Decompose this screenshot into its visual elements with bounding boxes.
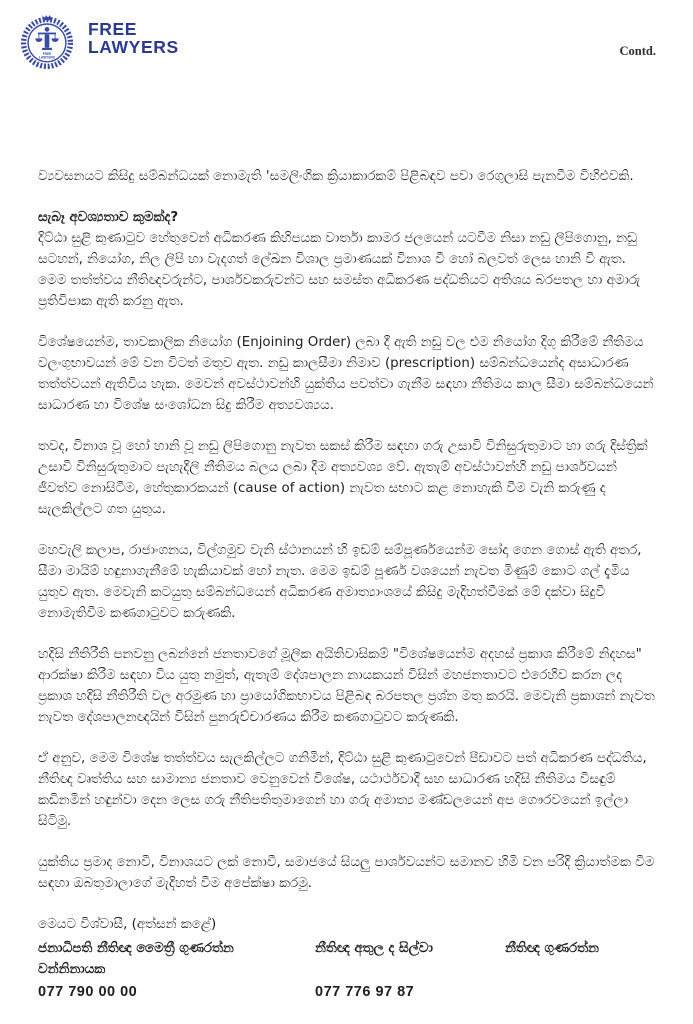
letterhead bbox=[20, 13, 179, 71]
signatory-2-name: නීතිඥ අතුල ද සිල්වා bbox=[315, 941, 433, 956]
signatory-2-phone: 077 776 97 87 bbox=[315, 984, 415, 1000]
signatory-3-name: නීතිඥ ගුණරත්න bbox=[505, 941, 599, 956]
continued-label: Contd. bbox=[619, 44, 656, 58]
paragraph-case-files: තවද, විනාශ වූ හෝ හානි වූ නඩු ලිපිගොනු නැවත සකස් කිරීම සඳහා ගරු උසාවි විනිසුරුතුමාට හා ගරු දිස්ත්‍රික් උසාවි විනිසුරුතුමාට පැහැදිලි නීතිමය බලය ලබා දීම අත්‍යවශ්‍ය වේ. ඇතැම් අවස්ථාවන්හි නඩු පාර්ශවයන් ජීවත්ව නොසිටීම, හේතුකාරකයන් (cause of action) නැවත සභාට කළ නොහැකි වීම වැනි කරුණු ද සැලකිල්ලට ගත යුතුය. bbox=[38, 439, 648, 517]
paragraph-land-survey: මහවැලි කලාප, රාජාංගනය, විල්ගමුව වැනි ස්ථානයන් හි ඉඩම් සම්පූර්ණයෙන්ම සෝදා ගෙන ගොස් ඇති අතර, සීමා මායිම් හඳුනාගැනීමේ හැකියාවක් හෝ නැත. මෙම ඉඩම් පූර්ණ වශයෙන් නැවත මිණුම් කොට ගල් දැමිය යුතුව ඇත. මෙවැනි කටයුතු සම්බන්ධයෙන් අධිකරණ අමාත්‍යාංශයේ කිසිදු මැදිහත්වීමක් මේ දක්වා සිදුවී නොමැතිවීම කණගාටුවට කරුණකි. bbox=[38, 543, 642, 621]
brand-line-free: FREE bbox=[88, 19, 138, 39]
paragraph-justice-appeal: යුක්තිය ප්‍රමාද නොවී, විනාශයට ලක් නොවී, සමාජයේ සියලු පාර්ශවයන්ට සමානව හිමි වන පරිදි ක්‍රියාත්මක වීම සඳහා ඔබතුමාලාගේ මැදිහත් වීම අපේක්ෂා කරමු. bbox=[38, 855, 655, 891]
paragraph-flood-damage: දිට්ඨා සුළි කුණාටුව හේතුවෙන් අධිකරණ කිහිපයක වාර්තා කාමර ජලයෙන් යටවීම නිසා නඩු ලිපිගොනු, නඩු සටහන්, නියෝග, නිල ලිපි හා වැදගත් ලේඛන විශාල ප්‍රමාණයක් විනාශ වී හෝ බලවත් ලෙස හානි වී ඇත. මෙම තත්ත්වය නීතිඥවරුන්ට, පාර්ශවකරුවන්ට සහ සමස්ත අධිකරණ පද්ධතියට අතිශය බරපතල හා අමාරු ප්‍රතිවිපාක ඇති කරනු ඇත. bbox=[38, 231, 641, 309]
signatory-1-phone: 077 790 00 00 bbox=[38, 984, 138, 1000]
brand-wordmark bbox=[88, 21, 179, 57]
letter-body bbox=[38, 166, 657, 935]
paragraph-enjoining-order: විශේෂයෙන්ම, තාවකාලික නියෝග (Enjoining Order) ලබා දී ඇති නඩු වල එම නියෝග දිගු කිරීමේ නීතිමය වලංගුභාවයන් මේ වන විටත් මතුව ඇත. නඩු කාලසීමා නිමාව (prescription) සම්බන්ධයෙන්ද අසාධාරණ තත්ත්වයන් ඇතිවිය හැක. මෙවන් අවස්ථාවන්හි යුක්තිය පවත්වා ගැනීම සඳහා නීතිමය කාල සීමා සම්බන්ධයෙන් සාධාරණ හා විශේෂ සංශෝධන සිදු කිරීම අත්‍යවශ්‍යය. bbox=[38, 335, 654, 413]
paragraph-intro: ව්‍යවසනයට කිසිදු සම්බන්ධයක් නොමැති 'සමලිංගික ක්‍රියාකාරකම් පිළිබඳව පවා රෙගුලාසි පැනවීම විහිළුවකි. bbox=[38, 169, 634, 184]
paragraph-request: ඒ අනුව, මෙම විශේෂ තත්ත්වය සැලකිල්ලට ගනිමින්, දිට්ඨා සුළි කුණාටුවෙන් පීඩාවට පත් අධිකරණ පද්ධතිය, නීතිඥ වෘත්තිය සහ සාමාන්‍ය ජනතාව වෙනුවෙන් විශේෂ, යථාර්ථවාදී සහ සාධාරණ හදිසි නීතිමය විසඳුම් කඩිනමින් හඳුන්වා දෙන ලෙස ගරු නීතිපතිතුමාගෙන් හා ගරු අමාත්‍ය මණ්ඩලයෙන් අප ගෞරවයෙන් ඉල්ලා සිටිමු. bbox=[38, 751, 647, 829]
signoff-line: මෙයට විශ්වාසී, (අත්සන් කළේ) bbox=[38, 917, 217, 932]
signatory-1-name-line2: වන්නිනායක bbox=[38, 962, 106, 977]
section-heading: සැබෑ අවශ්‍යතාව කුමක්ද? bbox=[38, 210, 179, 225]
signature-block bbox=[38, 938, 673, 1003]
brand-line-lawyers: LAWYERS bbox=[88, 36, 179, 57]
signatory-1-name bbox=[38, 938, 315, 980]
paragraph-emergency-regulations: හදිසි නීතිරීති පනවනු ලබන්නේ ජනතාවගේ මූලික අයිතිවාසිකම් "විශේෂයෙන්ම අදහස් ප්‍රකාශ කිරීමේ නිදහස" ආරක්ෂා කිරීම සඳහා විය යුතු නමුත්, ඇතැම් දේශපාලන නායකයන් විසින් මහජනතාවට එරෙහිව කරන ලද ප්‍රකාශ හදිසි නීතිරීති වල අරමුණ හා ප්‍රායෝගිකභාවය පිළිබඳ බරපතල ප්‍රශ්න මතු කරයි. මෙවැනි ප්‍රකාශන් නැවත නැවත දේශපාලනඥයින් විසින් පුනරුච්චාරණය කිරීම කණගාටුවට කරුණකි. bbox=[38, 647, 655, 725]
svg-text:FREE: FREE bbox=[42, 52, 52, 57]
signatory-3-phone-empty bbox=[505, 982, 673, 1003]
scales-of-justice-laurel-emblem-icon bbox=[20, 13, 74, 71]
signatory-1-name-line1: ජනාධිපති නීතිඥ මෛත්‍රී ගුණරත්න bbox=[38, 941, 234, 956]
svg-text:LAWYERS: LAWYERS bbox=[39, 55, 55, 60]
